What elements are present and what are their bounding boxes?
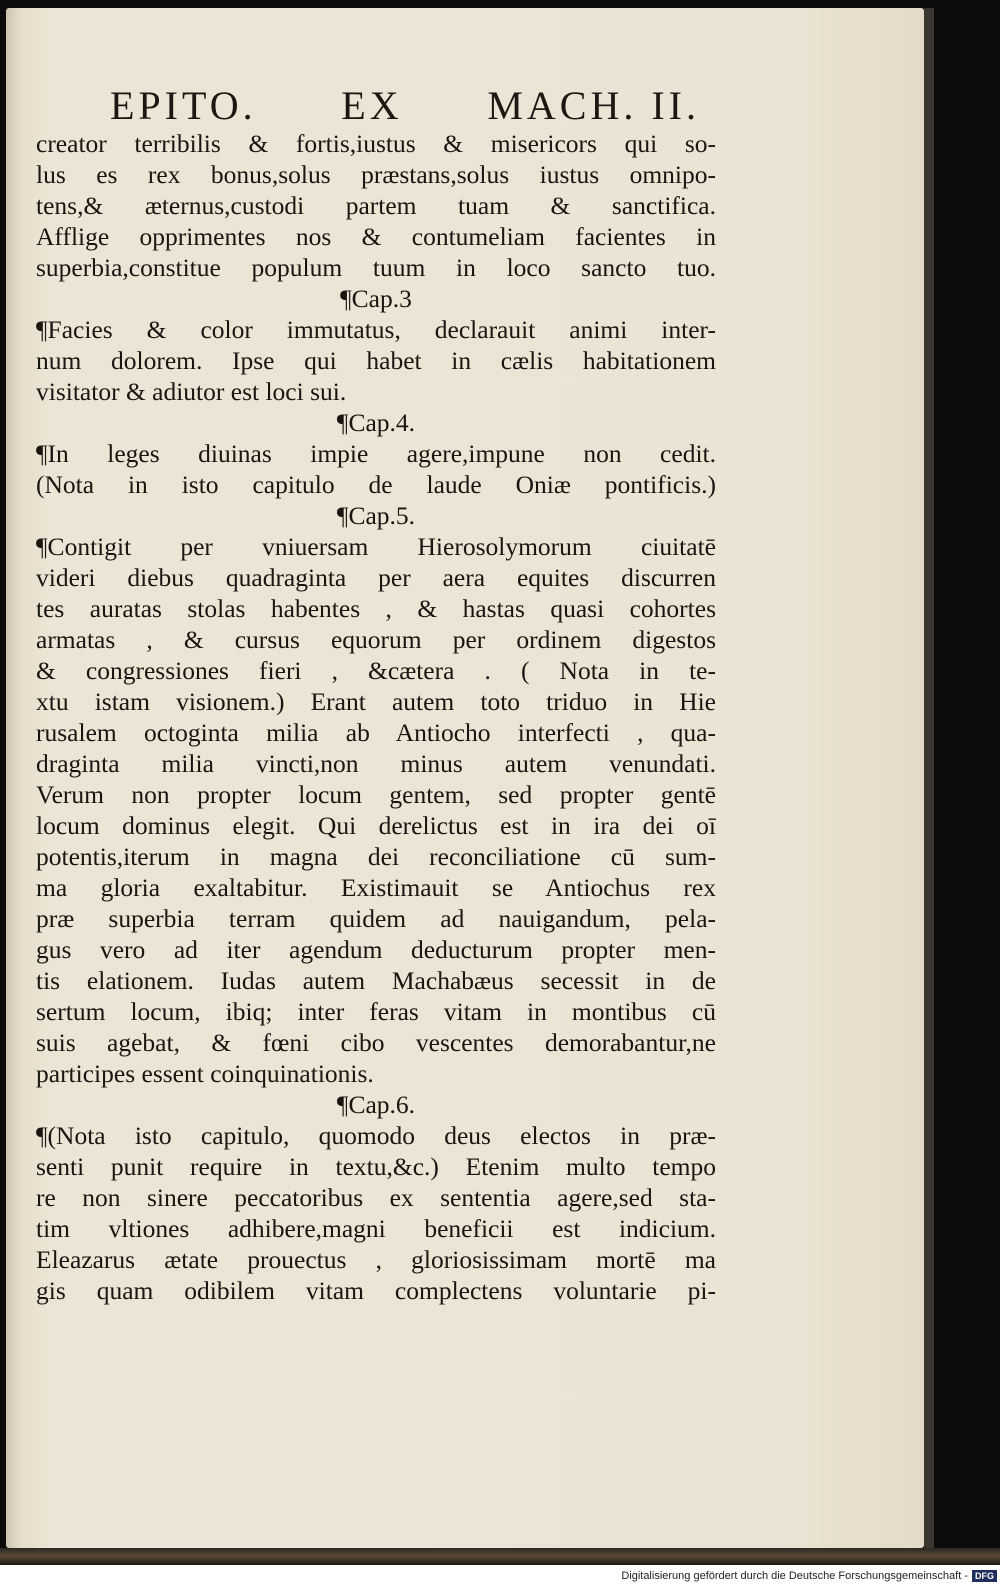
text-line: draginta milia vincti,non minus autem venundati. [36,749,716,778]
text-line: Eleazarus ætate prouectus , gloriosissimam mortē ma [36,1245,716,1274]
text-line: locum dominus elegit. Qui derelictus est in ira dei oī [36,811,716,840]
digitization-footer [0,1565,1000,1587]
body-text [36,128,716,1306]
text-line: re non sinere peccatoribus ex sententia agere,sed sta- [36,1183,716,1212]
text-line: visitator & adiutor est loci sui. [36,377,347,406]
text-line: tis elationem. Iudas autem Machabæus secessit in de [36,966,716,995]
text-line: tim vltiones adhibere,magni beneficii est indicium. [36,1214,716,1243]
page-edge-shadow [924,8,934,1548]
text-line: ¶In leges diuinas impie agere,impune non cedit. [36,439,716,468]
dfg-logo-icon: DFG [972,1570,997,1582]
running-head [110,82,700,128]
text-line: potentis,iterum in magna dei reconciliatione cū sum- [36,842,716,871]
running-head-middle: EX [341,82,403,128]
text-line: xtu istam visionem.) Erant autem toto triduo in Hie [36,687,716,716]
text-line: ¶Contigit per vniuersam Hierosolymorum ciuitatē [36,532,716,561]
footer-credit: Digitalisierung gefördert durch die Deutsche Forschungsgemeinschaft - [621,1570,968,1582]
chapter-heading: ¶Cap.3 [340,284,412,313]
text-line: tens,& æternus,custodi partem tuam & sanctifica. [36,191,716,220]
text-line: lus es rex bonus,solus præstans,solus iustus omnipo- [36,160,716,189]
text-line: Afflige opprimentes nos & contumeliam facientes in [36,222,716,251]
text-line: senti punit require in textu,&c.) Etenim multo tempo [36,1152,716,1181]
text-line: præ superbia terram quidem ad nauigandum, pela- [36,904,716,933]
text-line: num dolorem. Ipse qui habet in cælis habitationem [36,346,716,375]
text-line: superbia,constitue populum tuum in loco sancto tuo. [36,253,716,282]
text-line: & congressiones fieri , &cætera . ( Nota in te- [36,656,716,685]
chapter-heading: ¶Cap.6. [336,1090,416,1119]
text-line: (Nota in isto capitulo de laude Oniæ pontificis.) [36,470,716,499]
chapter-heading: ¶Cap.4. [336,408,416,437]
text-line: tes auratas stolas habentes , & hastas quasi cohortes [36,594,716,623]
text-line: Verum non propter locum gentem, sed propter gentē [36,780,716,809]
text-line: sertum locum, ibiq; inter feras vitam in montibus cū [36,997,716,1026]
text-line: videri diebus quadraginta per aera equites discurren [36,563,716,592]
bottom-binding-edge [0,1548,1000,1565]
text-line: participes essent coinquinationis. [36,1059,374,1088]
text-line: ma gloria exaltabitur. Existimauit se Antiochus rex [36,873,716,902]
text-line: gis quam odibilem vitam complectens voluntarie pi- [36,1276,716,1305]
text-line: armatas , & cursus equorum per ordinem digestos [36,625,716,654]
text-line: rusalem octoginta milia ab Antiocho interfecti , qua- [36,718,716,747]
chapter-heading: ¶Cap.5. [336,501,416,530]
text-line: suis agebat, & fœni cibo vescentes demorabantur,ne [36,1028,716,1057]
text-line: ¶Facies & color immutatus, declarauit animi inter- [36,315,716,344]
text-line: gus vero ad iter agendum deducturum propter men- [36,935,716,964]
running-head-right: MACH. II. [487,82,700,128]
text-line: ¶(Nota isto capitulo, quomodo deus electos in præ- [36,1121,716,1150]
text-line: creator terribilis & fortis,iustus & misericors qui so- [36,129,716,158]
running-head-left: EPITO. [110,82,257,128]
